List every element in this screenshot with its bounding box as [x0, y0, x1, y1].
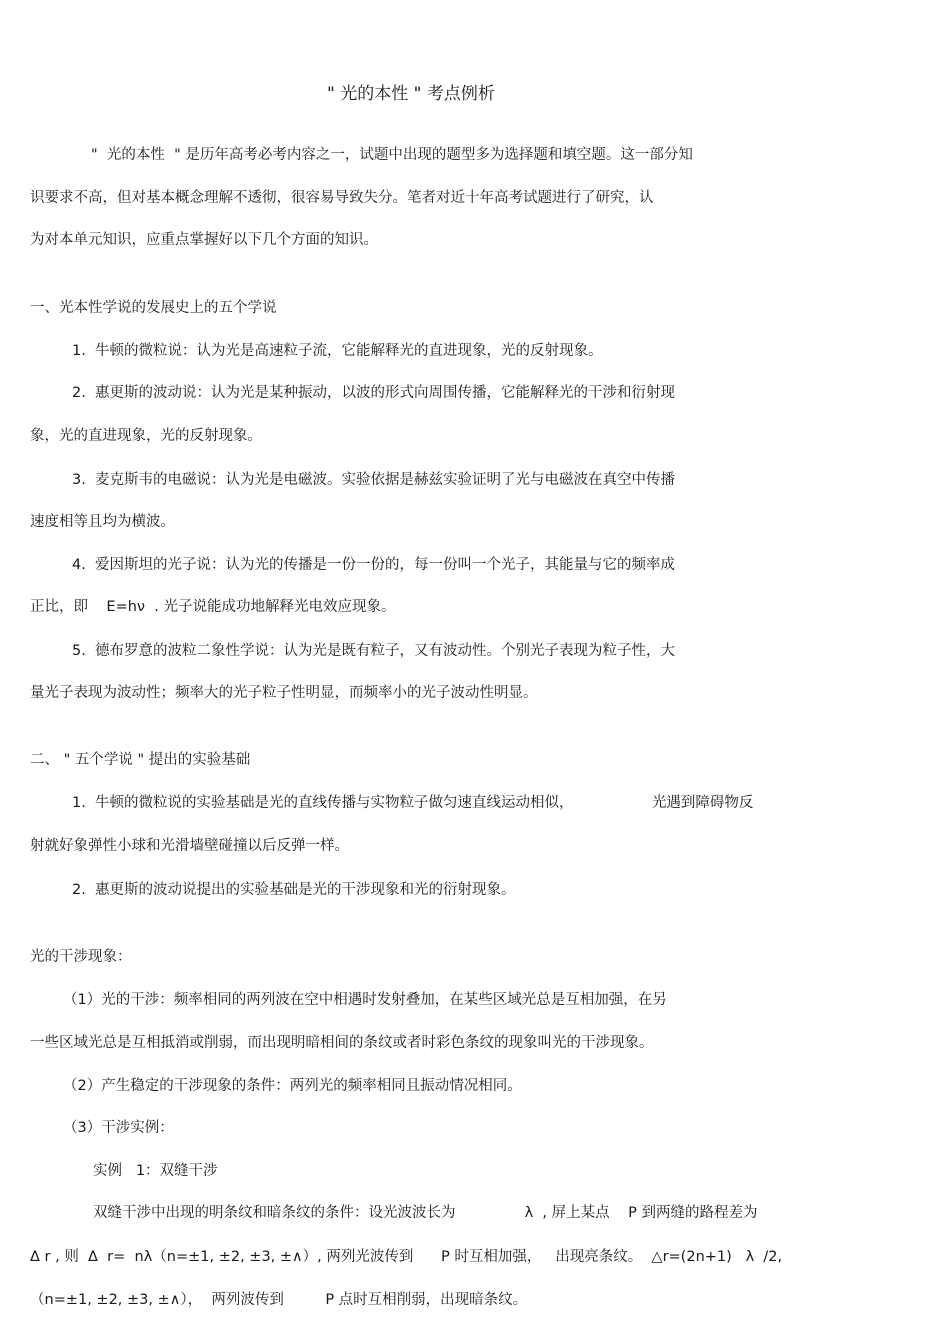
interference-line-5: 实例 1：双缝干涉: [93, 1163, 218, 1179]
interference-line-2: 一些区域光总是互相抵消或削弱，而出现明暗相间的条纹或者时彩色条纹的现象叫光的干涉现象。: [30, 1035, 654, 1051]
section1-line-2: 2. 惠更斯的波动说：认为光是某种振动，以波的形式向周围传播，它能解释光的干涉和衍射现: [72, 385, 676, 401]
intro-line-3: 为对本单元知识，应重点掌握好以下几个方面的知识。: [30, 232, 378, 248]
interference-line-7: Δ r , 则 Δ r= nλ（n=±1, ±2, ±3, ±∧）, 两列光波传到 P 时互相加强， 出现亮条纹。 △r=(2n+1) λ /2,: [30, 1249, 783, 1265]
interference-line-3: （2）产生稳定的干涉现象的条件：两列光的频率相同且振动情况相同。: [63, 1078, 522, 1094]
section1-heading: 一、光本性学说的发展史上的五个学说: [30, 300, 277, 316]
interference-line-8: （n=±1, ±2, ±3, ±∧）， 两列波传到 P 点时互相削弱，出现暗条纹。: [30, 1292, 528, 1308]
section1-line-9: 量光子表现为波动性；频率大的光子粒子性明显，而频率小的光子波动性明显。: [30, 685, 538, 701]
section2-line-3: 2. 惠更斯的波动说提出的实验基础是光的干涉现象和光的衍射现象。: [72, 882, 516, 898]
section1-line-8: 5. 德布罗意的波粒二象性学说：认为光是既有粒子，又有波动性。个别光子表现为粒子性，大: [72, 643, 676, 659]
interference-line-1: （1）光的干涉：频率相同的两列波在空中相遇时发射叠加，在某些区域光总是互相加强，在另: [63, 992, 667, 1008]
document-title: " 光的本性 " 考点例析: [327, 84, 495, 104]
section2-line-2: 射就好象弹性小球和光滑墙壁碰撞以后反弹一样。: [30, 838, 349, 854]
section1-line-4: 3. 麦克斯韦的电磁说：认为光是电磁波。实验依据是赫兹实验证明了光与电磁波在真空中传播: [72, 472, 676, 488]
interference-heading: 光的干涉现象：: [30, 949, 132, 965]
interference-line-4: （3）干涉实例：: [63, 1120, 174, 1136]
section1-line-5: 速度相等且均为横波。: [30, 514, 175, 530]
section2-heading: 二、 " 五个学说 " 提出的实验基础: [30, 752, 251, 768]
section1-line-1: 1. 牛顿的微粒说：认为光是高速粒子流，它能解释光的直进现象，光的反射现象。: [72, 343, 603, 359]
section1-line-6: 4. 爱因斯坦的光子说：认为光的传播是一份一份的，每一份叫一个光子，其能量与它的频率成: [72, 557, 676, 573]
section2-line-1: 1. 牛顿的微粒说的实验基础是光的直线传播与实物粒子做匀速直线运动相似， 光遇到障碍物反: [72, 795, 754, 811]
intro-line-2: 识要求不高，但对基本概念理解不透彻，很容易导致失分。笔者对近十年高考试题进行了研究，认: [30, 190, 654, 206]
section1-line-3: 象，光的直进现象，光的反射现象。: [30, 428, 262, 444]
intro-line-1: " 光的本性 " 是历年高考必考内容之一，试题中出现的题型多为选择题和填空题。这一部分知: [91, 147, 693, 163]
interference-line-6: 双缝干涉中出现的明条纹和暗条纹的条件：设光波波长为 λ , 屏上某点 P 到两缝的路程差为: [93, 1205, 758, 1221]
section1-line-7: 正比，即 E=hν . 光子说能成功地解释光电效应现象。: [30, 599, 396, 615]
